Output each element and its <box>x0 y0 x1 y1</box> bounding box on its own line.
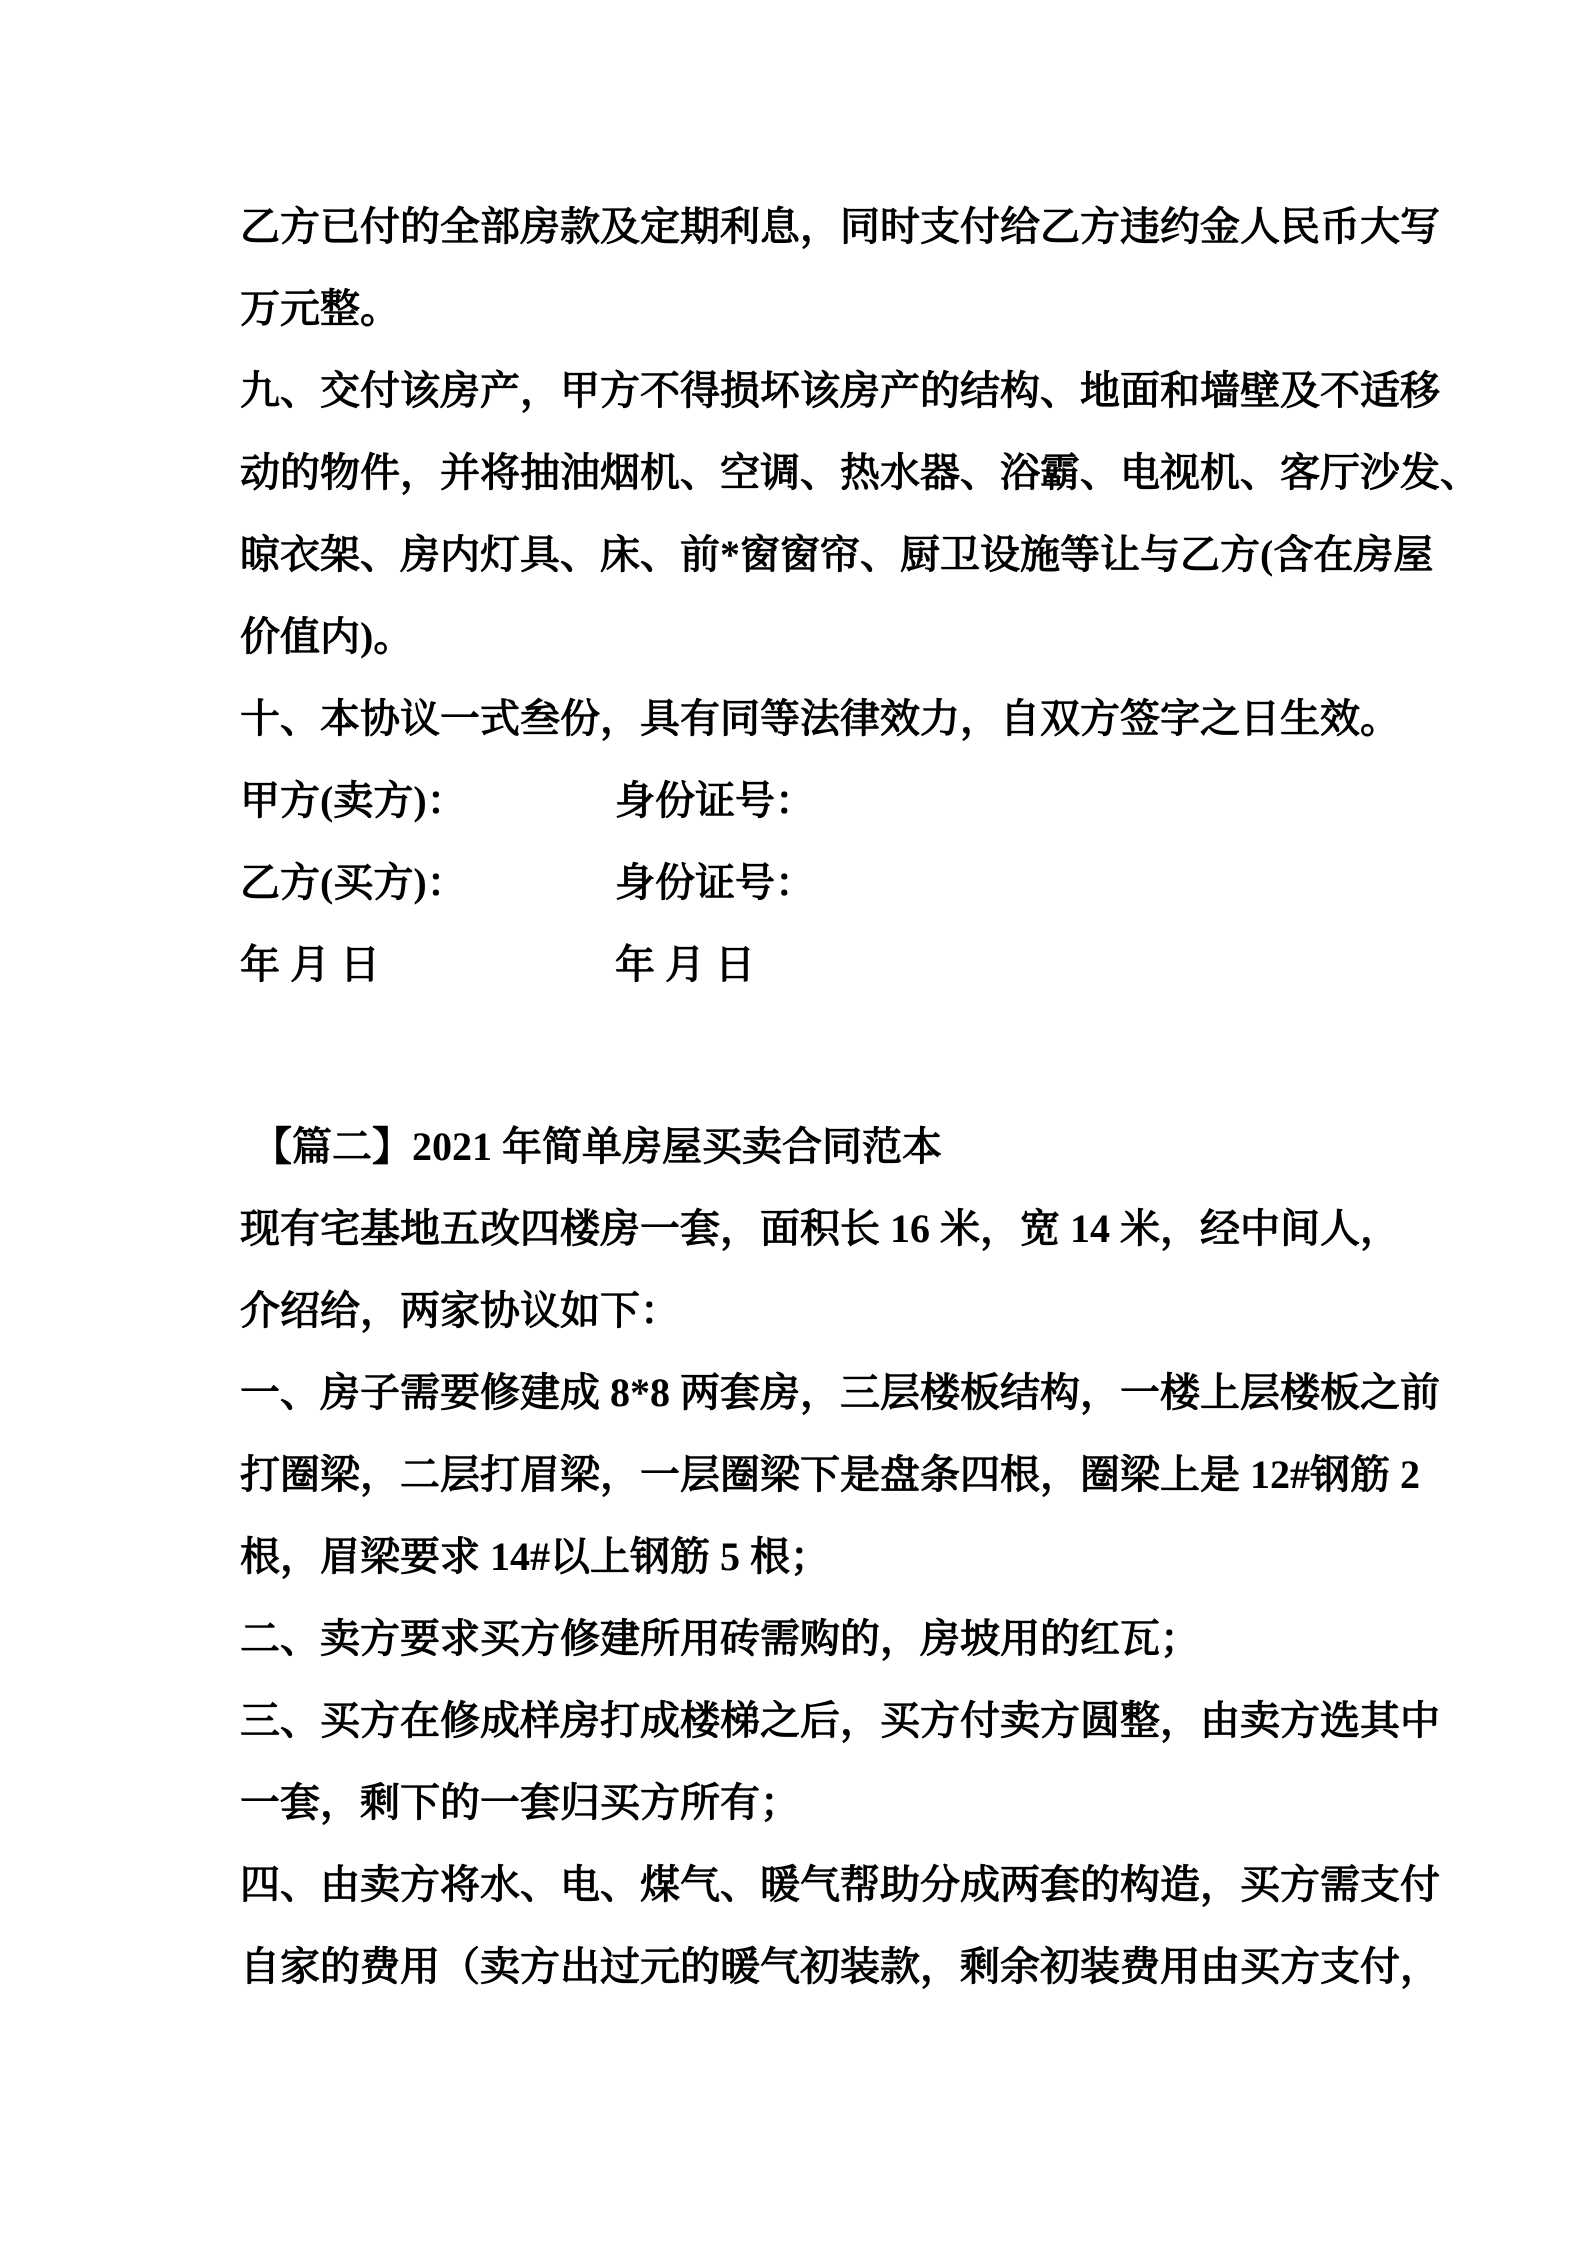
line-text: 一、房子需要修建成 8*8 两套房，三层楼板结构，一楼上层楼板之前 <box>240 1370 1440 1415</box>
signature-label-right: 年 月 日 <box>615 942 755 987</box>
document-line <box>240 514 1450 596</box>
line-text: 三、买方在修成样房打成楼梯之后，买方付卖方圆整，由卖方选其中 <box>240 1698 1440 1743</box>
line-text: 万元整。 <box>240 286 400 331</box>
document-line <box>240 842 1450 924</box>
line-text: 四、由卖方将水、电、煤气、暖气帮助分成两套的构造，买方需支付 <box>240 1862 1440 1907</box>
document-line <box>240 350 1450 432</box>
document-line <box>240 1188 1450 1270</box>
signature-label-left: 甲方(卖方)： <box>240 778 467 823</box>
line-text: 【篇二】2021 年简单房屋买卖合同范本 <box>252 1124 942 1169</box>
signature-label-left: 年 月 日 <box>240 942 380 987</box>
document-line <box>240 678 1450 760</box>
line-text: 根，眉梁要求 14#以上钢筋 5 根； <box>240 1534 830 1579</box>
document-line <box>240 1352 1450 1434</box>
document-body <box>240 186 1480 2008</box>
document-line <box>240 1762 1450 1844</box>
line-text: 自家的费用（卖方出过元的暖气初装款，剩余初装费用由买方支付， <box>240 1944 1440 1989</box>
line-text: 动的物件，并将抽油烟机、空调、热水器、浴霸、电视机、客厅沙发、 <box>240 450 1480 495</box>
line-text: 二、卖方要求买方修建所用砖需购的，房坡用的红瓦； <box>240 1616 1200 1661</box>
document-line <box>240 1844 1450 1926</box>
document-line <box>240 432 1480 514</box>
signature-label-left: 乙方(买方)： <box>240 860 467 905</box>
document-line <box>240 1516 1450 1598</box>
line-text: 九、交付该房产，甲方不得损坏该房产的结构、地面和墙壁及不适移 <box>240 368 1440 413</box>
document-line <box>240 1926 1450 2008</box>
line-text: 一套，剩下的一套归买方所有； <box>240 1780 800 1825</box>
line-text: 介绍给，两家协议如下： <box>240 1288 680 1333</box>
document-line <box>240 760 1450 842</box>
document-line <box>240 1598 1450 1680</box>
document-line <box>240 1680 1450 1762</box>
document-line <box>240 268 1450 350</box>
line-text: 打圈梁，二层打眉梁，一层圈梁下是盘条四根，圈梁上是 12#钢筋 2 <box>240 1452 1420 1497</box>
line-text: 现有宅基地五改四楼房一套，面积长 16 米，宽 14 米，经中间人， <box>240 1206 1400 1251</box>
document-line <box>240 1434 1450 1516</box>
line-text: 价值内)。 <box>240 614 414 659</box>
document-line <box>240 596 1450 678</box>
signature-label-right: 身份证号： <box>615 860 815 905</box>
line-text: 十、本协议一式叁份，具有同等法律效力，自双方签字之日生效。 <box>240 696 1400 741</box>
section-spacer <box>240 1006 1450 1106</box>
document-line <box>240 924 1450 1006</box>
document-line <box>240 186 1450 268</box>
document-line <box>240 1270 1450 1352</box>
line-text: 晾衣架、房内灯具、床、前*窗窗帘、厨卫设施等让与乙方(含在房屋 <box>240 532 1434 577</box>
signature-label-right: 身份证号： <box>615 778 815 823</box>
section-heading <box>240 1106 1450 1188</box>
line-text: 乙方已付的全部房款及定期利息，同时支付给乙方违约金人民币大写 <box>240 204 1440 249</box>
